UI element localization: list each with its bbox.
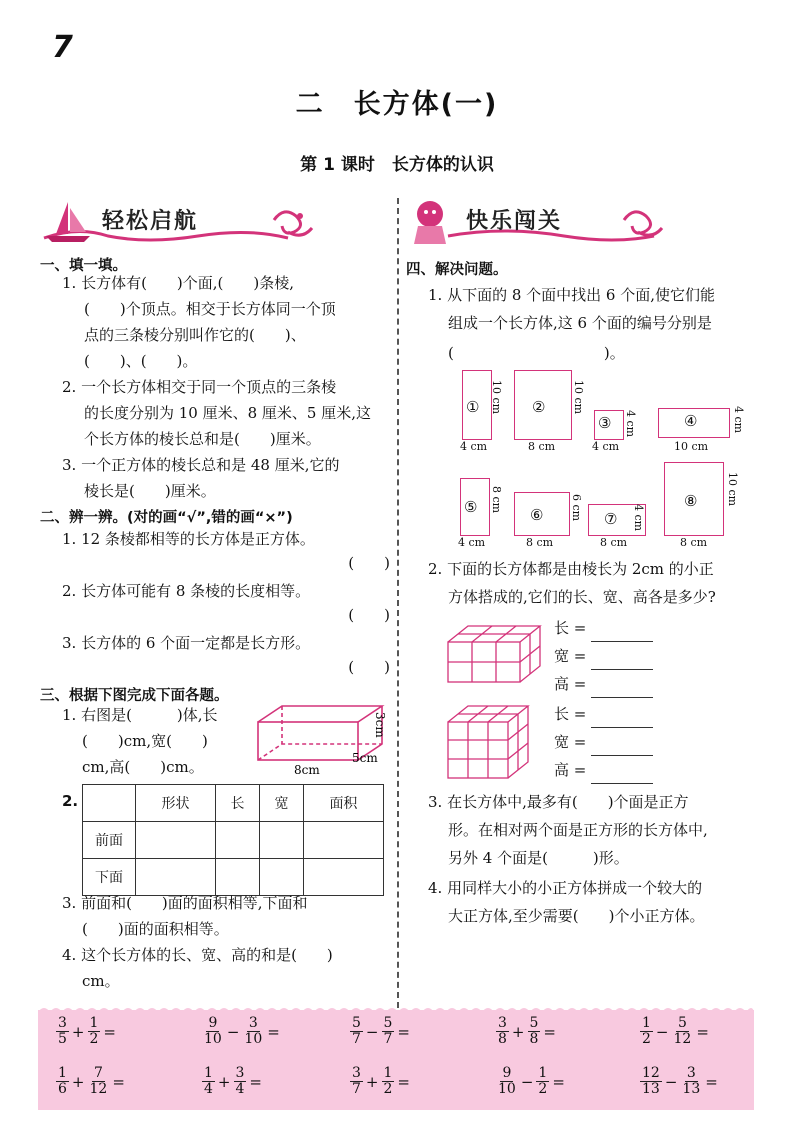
text-line: ( )cm,宽( )	[82, 732, 208, 750]
face-height-label: 10 cm	[572, 380, 585, 415]
judge-1-answer[interactable]: ( )	[348, 554, 390, 572]
text-line: cm。	[82, 972, 120, 990]
numerator: 1	[383, 1065, 393, 1081]
fraction	[640, 1066, 662, 1097]
face-label: ④	[684, 412, 698, 430]
table-row-label: 前面	[83, 822, 136, 859]
table-header: 宽	[259, 785, 303, 822]
text-line: 3. 前面和( )面的面积相等,下面和	[62, 894, 308, 912]
fraction	[528, 1016, 541, 1047]
fraction	[202, 1016, 224, 1047]
dims-group-1	[554, 614, 653, 698]
question-4-4	[428, 874, 768, 930]
text-line: 形。在相对两个面是正方形的长方体中,	[448, 821, 708, 839]
text-line: 1. 右图是( )体,长	[62, 706, 218, 724]
fraction	[350, 1016, 363, 1047]
denominator: 10	[498, 1081, 516, 1097]
dim-label: 宽 =	[554, 733, 587, 751]
answer-space[interactable]	[128, 1072, 158, 1092]
equals-sign: =	[249, 1072, 262, 1091]
denominator: 4	[204, 1081, 213, 1097]
section-2-heading: 二、辨一辨。(对的画“√”,错的画“×”)	[40, 510, 293, 526]
cube-stack-2	[444, 702, 544, 782]
face-label: ⑦	[604, 510, 618, 528]
table-cell[interactable]	[216, 822, 260, 859]
text-line: 大正方体,至少需要( )个小正方体。	[448, 907, 705, 925]
text-line: 方体搭成的,它们的长、宽、高各是多少?	[448, 588, 716, 606]
answer-blank[interactable]	[591, 739, 653, 756]
operator: +	[511, 1022, 525, 1041]
fraction	[56, 1066, 69, 1097]
question-4-3	[428, 788, 768, 872]
equals-sign: =	[267, 1022, 280, 1041]
fraction-exercise	[350, 1066, 443, 1097]
answer-blank[interactable]	[591, 653, 653, 670]
fraction	[350, 1066, 363, 1097]
fraction	[496, 1066, 518, 1097]
banner-right-title: 快乐闯关	[466, 209, 563, 234]
operator: −	[520, 1072, 534, 1091]
denominator: 13	[682, 1081, 701, 1097]
numerator: 3	[686, 1065, 696, 1081]
text-line: ( )个顶点。相交于长方体同一个顶	[84, 300, 336, 318]
denominator: 10	[244, 1031, 263, 1047]
answer-space[interactable]	[568, 1072, 598, 1092]
denominator: 8	[529, 1031, 539, 1047]
question-1-3	[62, 452, 390, 504]
text-line: 4. 这个长方体的长、宽、高的和是( )	[62, 946, 333, 964]
denominator: 13	[642, 1081, 660, 1097]
fraction-exercise	[350, 1016, 443, 1047]
denominator: 2	[538, 1081, 548, 1097]
text-line: 个长方体的棱长总和是( )厘米。	[84, 430, 321, 448]
fraction	[88, 1066, 110, 1097]
numerator: 5	[529, 1015, 539, 1031]
face-label: ⑤	[464, 498, 478, 516]
answer-space[interactable]	[119, 1022, 149, 1042]
page-number: 7	[52, 30, 73, 65]
numerator: 3	[352, 1065, 361, 1081]
numerator: 9	[208, 1015, 218, 1031]
text-line: 3. 一个正方体的棱长总和是 48 厘米,它的	[62, 456, 340, 474]
operator: +	[217, 1072, 231, 1091]
height-label: 3cm	[373, 712, 387, 738]
cuboid-figure	[250, 700, 392, 776]
operator: −	[226, 1022, 240, 1041]
denominator: 7	[352, 1031, 361, 1047]
fraction	[234, 1066, 247, 1097]
fraction	[202, 1066, 215, 1097]
face-height-label: 4 cm	[732, 406, 745, 434]
operator: −	[655, 1022, 669, 1041]
numerator: 1	[642, 1015, 651, 1031]
numerator: 3	[498, 1015, 507, 1031]
judge-3: 3. 长方体的 6 个面一定都是长方形。	[62, 634, 311, 652]
numerator: 1	[58, 1065, 67, 1081]
text-line: 4. 用同样大小的小正方体拼成一个较大的	[428, 879, 703, 897]
operator: +	[71, 1022, 85, 1041]
fraction-exercise	[640, 1066, 751, 1097]
equals-sign: =	[397, 1072, 410, 1091]
denominator: 6	[58, 1081, 67, 1097]
operator: −	[365, 1022, 379, 1041]
banner-left-title: 轻松启航	[102, 209, 199, 234]
denominator: 12	[89, 1081, 108, 1097]
numerator: 5	[677, 1015, 687, 1031]
fraction	[680, 1066, 702, 1097]
face-height-label: 8 cm	[490, 486, 503, 514]
fraction	[672, 1016, 694, 1047]
question-3-2-number: 2.	[62, 792, 79, 810]
text-line: 3. 在长方体中,最多有( )个面是正方	[428, 793, 689, 811]
fraction	[382, 1066, 395, 1097]
face-height-label: 4 cm	[632, 504, 645, 532]
column-divider	[397, 198, 399, 1008]
text-line: 点的三条棱分别叫作它的( )、	[84, 326, 306, 344]
shape-table	[82, 784, 384, 896]
section-4-heading: 四、解决问题。	[406, 262, 508, 278]
face-width-label: 8 cm	[528, 440, 556, 453]
numerator: 1	[204, 1065, 213, 1081]
answer-space[interactable]	[413, 1072, 443, 1092]
denominator: 5	[58, 1031, 67, 1047]
face-width-label: 8 cm	[680, 536, 708, 549]
text-line: ( )、( )。	[84, 352, 198, 370]
equals-sign: =	[103, 1022, 116, 1041]
section-1-heading: 一、填一填。	[40, 258, 127, 274]
numerator: 3	[58, 1015, 67, 1031]
length-label: 8cm	[294, 763, 320, 776]
fraction	[88, 1016, 101, 1047]
equals-sign: =	[696, 1022, 709, 1041]
table-header: 面积	[303, 785, 383, 822]
question-4-2	[428, 556, 768, 612]
text-line: 2. 一个长方体相交于同一个顶点的三条棱	[62, 378, 337, 396]
banner-right	[404, 196, 704, 248]
dim-label: 宽 =	[554, 647, 587, 665]
equals-sign: =	[552, 1072, 565, 1091]
text-line: 2. 下面的长方体都是由棱长为 2cm 的小正	[428, 560, 714, 578]
table-corner	[83, 785, 136, 822]
denominator: 8	[498, 1031, 507, 1047]
answer-space[interactable]	[559, 1022, 589, 1042]
answer-space[interactable]	[265, 1072, 295, 1092]
text-line: 的长度分别为 10 厘米、8 厘米、5 厘米,这	[84, 404, 372, 422]
fraction-exercise	[56, 1066, 158, 1097]
face-label: ⑥	[530, 506, 544, 524]
text-line: 棱长是( )厘米。	[84, 482, 216, 500]
fraction-exercise	[496, 1066, 598, 1097]
question-3-3	[62, 890, 390, 942]
table-row-label: 下面	[83, 859, 136, 896]
judge-3-answer[interactable]: ( )	[348, 658, 390, 676]
face-height-label: 6 cm	[570, 494, 583, 522]
denominator: 2	[642, 1031, 651, 1047]
denominator: 2	[89, 1031, 99, 1047]
judge-2-answer[interactable]: ( )	[348, 606, 390, 624]
face-label: ③	[598, 414, 612, 432]
fraction	[56, 1016, 69, 1047]
answer-blank[interactable]	[591, 625, 653, 642]
table-header: 形状	[136, 785, 216, 822]
face-width-label: 8 cm	[600, 536, 628, 549]
fraction	[242, 1016, 264, 1047]
dims-group-2	[554, 700, 653, 784]
numerator: 9	[502, 1065, 512, 1081]
denominator: 7	[352, 1081, 361, 1097]
question-3-4	[62, 942, 390, 994]
page-title: 二 长方体(一)	[295, 89, 499, 120]
numerator: 1	[538, 1065, 548, 1081]
table-header: 长	[216, 785, 260, 822]
answer-space[interactable]	[712, 1022, 742, 1042]
dim-label: 高 =	[554, 761, 587, 779]
numerator: 7	[93, 1065, 103, 1081]
denominator: 10	[204, 1031, 222, 1047]
face-width-label: 4 cm	[592, 440, 620, 453]
denominator: 4	[235, 1081, 245, 1097]
dim-label: 高 =	[554, 675, 587, 693]
numerator: 1	[89, 1015, 99, 1031]
denominator: 12	[673, 1031, 692, 1047]
equals-sign: =	[705, 1072, 718, 1091]
answer-blank[interactable]	[591, 767, 653, 784]
lesson-subtitle: 第 1 课时 长方体的认识	[300, 155, 494, 175]
face-label: ②	[532, 398, 546, 416]
fraction-exercise	[640, 1016, 742, 1047]
equals-sign: =	[112, 1072, 125, 1091]
table-cell[interactable]	[136, 822, 216, 859]
fraction-exercise	[202, 1066, 295, 1097]
dim-label: 长 =	[554, 619, 587, 637]
fraction	[496, 1016, 509, 1047]
question-3-1	[62, 702, 262, 780]
numerator: 3	[235, 1065, 245, 1081]
text-line: 另外 4 个面是( )形。	[448, 849, 629, 867]
equals-sign: =	[397, 1022, 410, 1041]
table-cell[interactable]	[303, 822, 383, 859]
operator: +	[365, 1072, 379, 1091]
question-1-2	[62, 374, 390, 452]
answer-blank[interactable]	[591, 711, 653, 728]
text-line: cm,高( )cm。	[82, 758, 204, 776]
fraction	[640, 1016, 653, 1047]
exercise-grid	[56, 1016, 756, 1108]
text-line: 1. 长方体有( )个面,( )条棱,	[62, 274, 295, 292]
fraction	[536, 1066, 549, 1097]
table-cell[interactable]	[259, 822, 303, 859]
text-line: ( )面的面积相等。	[82, 920, 229, 938]
denominator: 2	[383, 1081, 393, 1097]
face-label: ①	[466, 398, 480, 416]
width-label: 5cm	[352, 751, 378, 765]
face-label: ⑧	[684, 492, 698, 510]
fraction-exercise	[56, 1016, 149, 1047]
judge-1: 1. 12 条棱都相等的长方体是正方体。	[62, 530, 315, 548]
operator: +	[71, 1072, 85, 1091]
question-1-1	[62, 270, 390, 374]
dim-label: 长 =	[554, 705, 587, 723]
answer-blank[interactable]	[591, 681, 653, 698]
face-width-label: 4 cm	[460, 440, 488, 453]
text-line: 1. 从下面的 8 个面中找出 6 个面,使它们能	[428, 286, 716, 304]
text-line: ( )。	[448, 344, 625, 362]
question-4-1	[428, 282, 768, 368]
numerator: 12	[642, 1065, 660, 1081]
operator: −	[664, 1072, 678, 1091]
answer-space[interactable]	[721, 1072, 751, 1092]
face-width-label: 10 cm	[674, 440, 709, 453]
face-height-label: 4 cm	[624, 410, 637, 438]
judge-2: 2. 长方体可能有 8 条棱的长度相等。	[62, 582, 311, 600]
numerator: 3	[248, 1015, 258, 1031]
equals-sign: =	[543, 1022, 556, 1041]
text-line: 组成一个长方体,这 6 个面的编号分别是	[448, 314, 712, 332]
answer-space[interactable]	[283, 1022, 313, 1042]
face-height-label: 10 cm	[726, 472, 739, 507]
numerator: 5	[383, 1015, 393, 1031]
banner-left	[38, 196, 338, 248]
fraction	[382, 1016, 395, 1047]
fraction-exercise	[202, 1016, 313, 1047]
fraction-exercise	[496, 1016, 589, 1047]
section-3-heading: 三、根据下图完成下面各题。	[40, 688, 229, 704]
face-width-label: 4 cm	[458, 536, 486, 549]
numerator: 5	[352, 1015, 361, 1031]
wavy-edge	[38, 1004, 754, 1012]
answer-space[interactable]	[413, 1022, 443, 1042]
denominator: 7	[383, 1031, 393, 1047]
face-height-label: 10 cm	[490, 380, 503, 415]
cube-stack-1	[444, 622, 544, 686]
face-width-label: 8 cm	[526, 536, 554, 549]
